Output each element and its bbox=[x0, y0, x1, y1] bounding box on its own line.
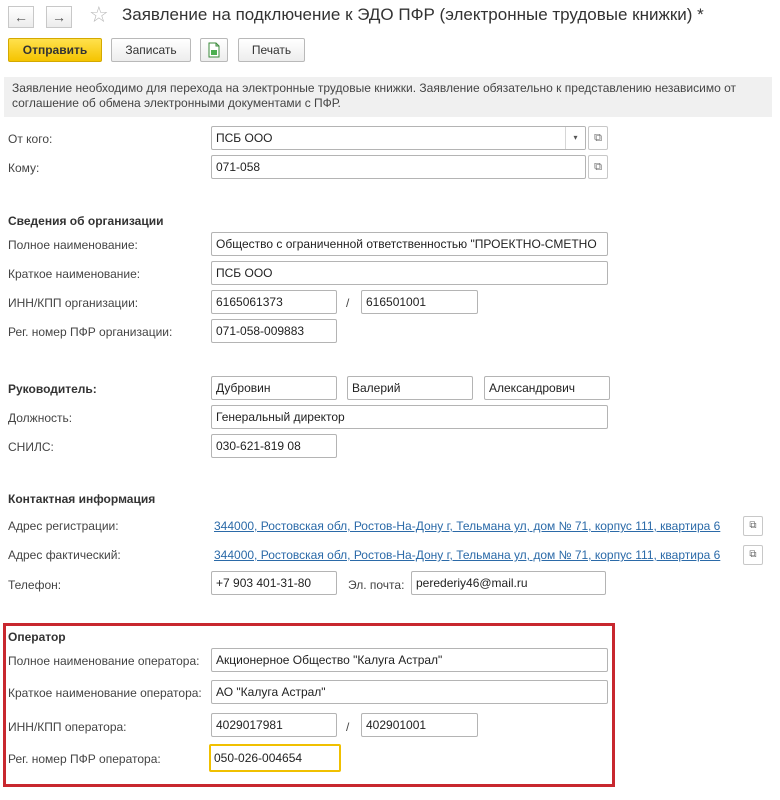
org-inn-kpp-label: ИНН/КПП организации: bbox=[8, 296, 139, 310]
email-label: Эл. почта: bbox=[348, 578, 405, 592]
forward-button[interactable] bbox=[46, 6, 72, 28]
info-banner-line1: Заявление необходимо для перехода на электронные трудовые книжки. Заявление обязательно к представлению независимо от bbox=[12, 81, 736, 95]
reg-address-label: Адрес регистрации: bbox=[8, 519, 119, 533]
org-short-name-value: ПСБ ООО bbox=[216, 266, 273, 280]
operator-kpp-value: 402901001 bbox=[366, 718, 427, 732]
open-icon[interactable]: ⧉ bbox=[743, 545, 763, 565]
to-field[interactable] bbox=[211, 155, 586, 179]
head-position-label: Должность: bbox=[8, 411, 73, 425]
from-label: От кого: bbox=[8, 132, 53, 146]
operator-kpp-field[interactable] bbox=[361, 713, 478, 737]
head-position-value: Генеральный директор bbox=[216, 410, 345, 424]
operator-full-name-field[interactable] bbox=[211, 648, 608, 672]
print-button[interactable]: Печать bbox=[238, 38, 305, 62]
send-button[interactable]: Отправить bbox=[8, 38, 102, 62]
head-snils-value: 030-621-819 08 bbox=[216, 439, 301, 453]
org-inn-field[interactable] bbox=[211, 290, 337, 314]
document-save-icon bbox=[207, 42, 221, 58]
email-field[interactable] bbox=[411, 571, 606, 595]
to-value: 071-058 bbox=[216, 160, 261, 174]
info-banner bbox=[4, 77, 772, 117]
phone-value: +7 903 401-31-80 bbox=[216, 576, 312, 590]
phone-field[interactable] bbox=[211, 571, 337, 595]
operator-inn-kpp-label: ИНН/КПП оператора: bbox=[8, 720, 127, 734]
actual-address-link[interactable]: 344000, Ростовская обл, Ростов-На-Дону г, Тельмана ул, дом № 71, корпус 111, квартира 6 bbox=[214, 548, 721, 562]
head-middle-name-field[interactable] bbox=[484, 376, 610, 400]
operator-inn-kpp-separator: / bbox=[346, 720, 350, 734]
operator-pfr-reg-field[interactable] bbox=[209, 744, 341, 772]
operator-short-name-value: АО "Калуга Астрал" bbox=[216, 685, 326, 699]
actual-address-label: Адрес фактический: bbox=[8, 548, 121, 562]
operator-inn-value: 4029017981 bbox=[216, 718, 283, 732]
page-title: Заявление на подключение к ЭДО ПФР (электронные трудовые книжки) * bbox=[122, 5, 704, 24]
org-full-name-field[interactable] bbox=[211, 232, 608, 256]
favorite-star-icon[interactable]: ☆ bbox=[89, 2, 109, 27]
email-value: perederiy46@mail.ru bbox=[416, 576, 528, 590]
phone-label: Телефон: bbox=[8, 578, 62, 592]
org-pfr-reg-field[interactable] bbox=[211, 319, 337, 343]
operator-short-name-field[interactable] bbox=[211, 680, 608, 704]
from-select[interactable] bbox=[211, 126, 586, 150]
operator-section-title: Оператор bbox=[8, 630, 66, 644]
head-last-name-field[interactable] bbox=[211, 376, 337, 400]
org-section-title: Сведения об организации bbox=[8, 214, 164, 228]
inn-kpp-separator: / bbox=[346, 296, 350, 310]
open-icon[interactable]: ⧉ bbox=[588, 155, 608, 179]
org-full-name-value: Общество с ограниченной ответственностью "ПРОЕКТНО-СМЕТНО bbox=[216, 237, 597, 251]
open-icon[interactable]: ⧉ bbox=[743, 516, 763, 536]
operator-full-name-label: Полное наименование оператора: bbox=[8, 654, 200, 668]
contacts-section-title: Контактная информация bbox=[8, 492, 156, 506]
from-value: ПСБ ООО bbox=[216, 131, 273, 145]
reg-address-link[interactable]: 344000, Ростовская обл, Ростов-На-Дону г, Тельмана ул, дом № 71, корпус 111, квартира 6 bbox=[214, 519, 721, 533]
org-pfr-reg-value: 071-058-009883 bbox=[216, 324, 305, 338]
org-full-name-label: Полное наименование: bbox=[8, 238, 138, 252]
back-arrow-icon: ← bbox=[14, 9, 28, 25]
operator-pfr-reg-value: 050-026-004654 bbox=[214, 751, 303, 765]
head-snils-field[interactable] bbox=[211, 434, 337, 458]
org-short-name-field[interactable] bbox=[211, 261, 608, 285]
operator-pfr-reg-label: Рег. номер ПФР оператора: bbox=[8, 752, 161, 766]
org-short-name-label: Краткое наименование: bbox=[8, 267, 141, 281]
org-pfr-reg-label: Рег. номер ПФР организации: bbox=[8, 325, 173, 339]
head-first-name-value: Валерий bbox=[352, 381, 401, 395]
org-kpp-field[interactable] bbox=[361, 290, 478, 314]
org-inn-value: 6165061373 bbox=[216, 295, 283, 309]
open-icon[interactable]: ⧉ bbox=[588, 126, 608, 150]
head-first-name-field[interactable] bbox=[347, 376, 473, 400]
save-button[interactable]: Записать bbox=[111, 38, 191, 62]
chevron-down-icon[interactable]: ▾ bbox=[565, 127, 585, 149]
head-middle-name-value: Александрович bbox=[489, 381, 576, 395]
back-button[interactable] bbox=[8, 6, 34, 28]
save-and-close-button[interactable] bbox=[200, 38, 228, 62]
org-kpp-value: 616501001 bbox=[366, 295, 427, 309]
to-label: Кому: bbox=[8, 161, 40, 175]
head-section-title: Руководитель: bbox=[8, 382, 97, 396]
forward-arrow-icon: → bbox=[52, 9, 66, 25]
head-last-name-value: Дубровин bbox=[216, 381, 271, 395]
head-snils-label: СНИЛС: bbox=[8, 440, 54, 454]
info-banner-line2: соглашение об обмена электронными документами с ПФР. bbox=[12, 96, 341, 110]
operator-inn-field[interactable] bbox=[211, 713, 337, 737]
head-position-field[interactable] bbox=[211, 405, 608, 429]
operator-full-name-value: Акционерное Общество "Калуга Астрал" bbox=[216, 653, 443, 667]
operator-short-name-label: Краткое наименование оператора: bbox=[8, 686, 202, 700]
